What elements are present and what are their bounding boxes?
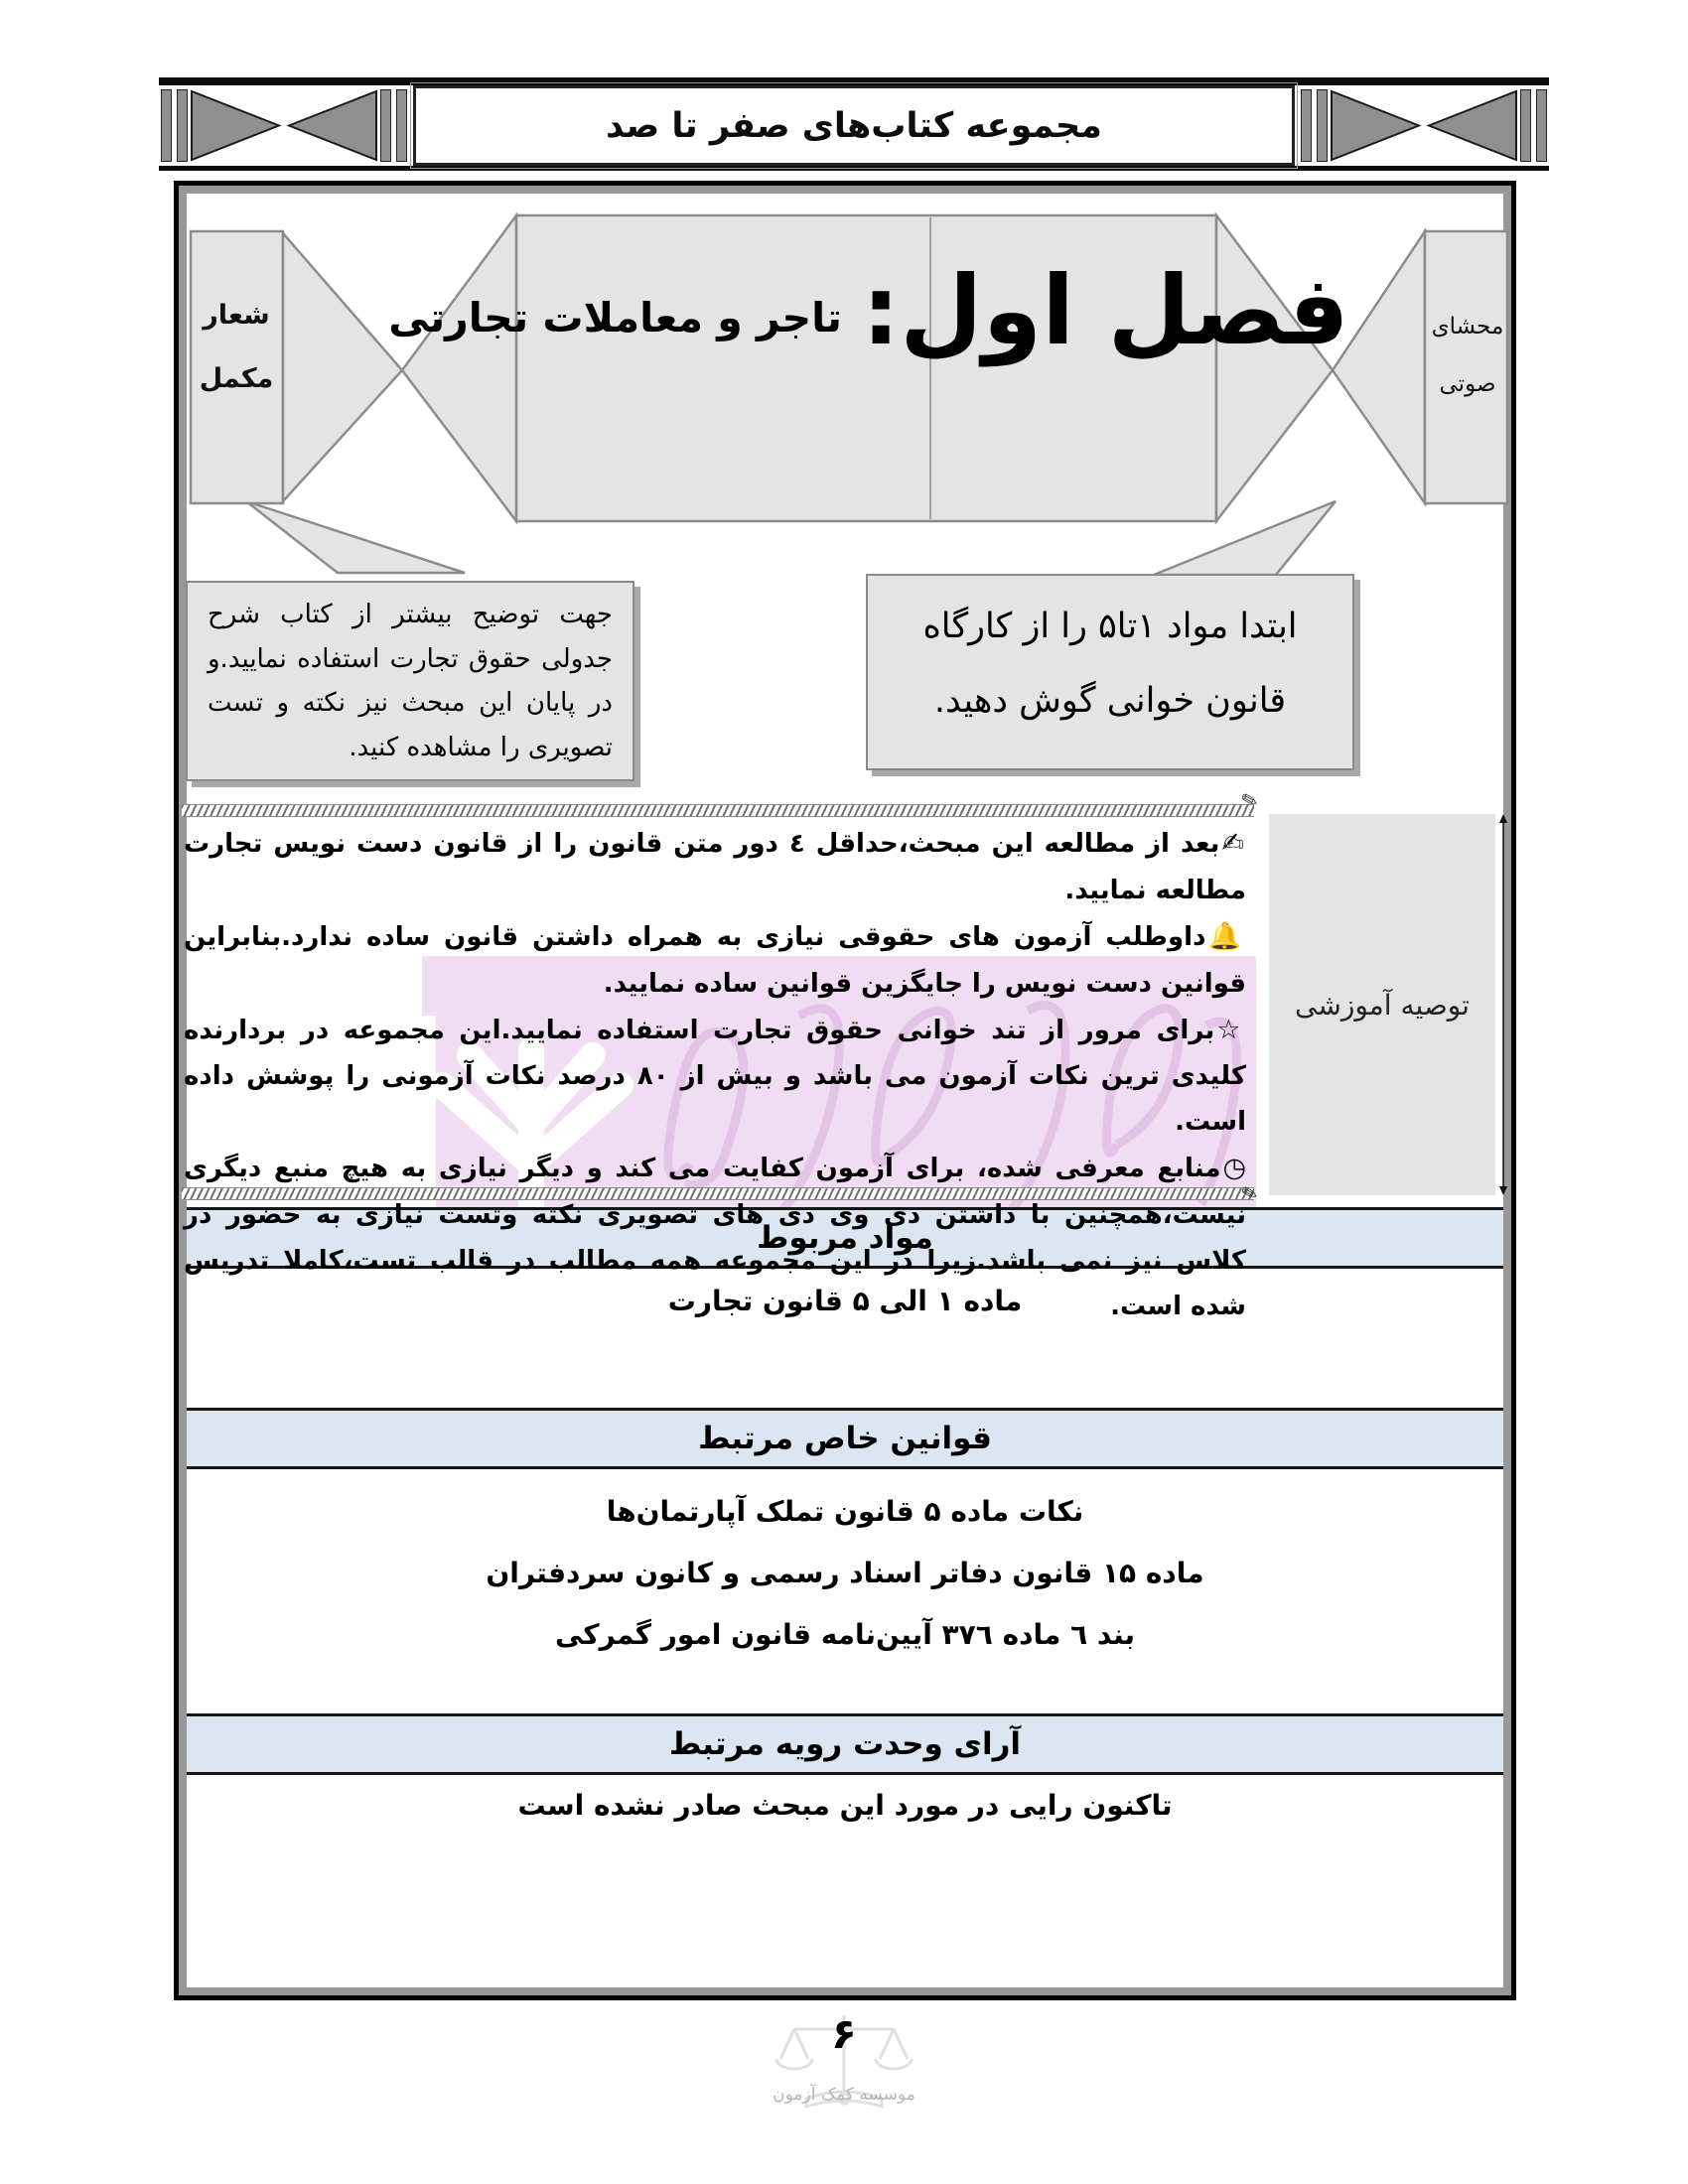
- right-tab-line2: صوتی: [1439, 371, 1496, 397]
- left-tab-line2: مکمل: [199, 363, 274, 394]
- special-law-item: بند ٦ ماده ٣٧٦ آیین‌نامه قانون امور گمرکی: [554, 1618, 1136, 1651]
- advice-item-text: داوطلب آزمون های حقوقی نیازی به همراه داشتن قانون ساده ندارد.بنابراین قوانین دست نویس را جایگزین قوانین ساده نمایید.: [184, 921, 1246, 999]
- special-law-item: نکات ماده ۵ قانون تملک آپارتمان‌ها: [606, 1495, 1084, 1528]
- banner-bowtie-left-icon: [1330, 85, 1518, 166]
- banner-bars-left-outer: [1518, 85, 1549, 166]
- left-tab-label: [189, 284, 284, 411]
- banner-bars-right-inner: [378, 85, 409, 166]
- section-header-unified-rulings: [187, 1713, 1503, 1775]
- section-header-special-laws: [187, 1408, 1503, 1469]
- callout-left: جهت توضیح بیشتر از کتاب شرح جدولی حقوق تجارت استفاده نمایید.و در پایان این مبحث نیز نکته و تست تصویری را مشاهده کنید.: [186, 581, 634, 781]
- banner-bowtie-right-icon: [190, 85, 378, 166]
- special-law-item: ماده ۱۵ قانون دفاتر اسناد رسمی و کانون سردفتران: [486, 1557, 1204, 1589]
- unified-rulings-content: تاکنون رایی در مورد این مبحث صادر نشده است: [517, 1789, 1173, 1822]
- advice-item-text: بعد از مطالعه این مبحث،حداقل ٤ دور متن قانون را از قانون دست نویس تجارت مطالعه نمایید.: [184, 829, 1246, 905]
- advice-item: [184, 913, 1246, 1007]
- chapter-subject: تاجر و معاملات تجارتی: [388, 294, 842, 341]
- pen-mark-top-icon: ✎: [1238, 786, 1261, 814]
- chapter-number: فصل اول:: [861, 255, 1349, 366]
- callout-right: ابتدا مواد ۱تا۵ را از کارگاه قانون خوانی گوش دهید.: [866, 574, 1354, 770]
- writing-hand-icon: ✍: [1221, 828, 1247, 859]
- clock-icon: ◷: [1222, 1153, 1246, 1184]
- chapter-title: [388, 241, 1349, 380]
- left-callout-tail: [246, 501, 465, 573]
- left-tab-line1: شعار: [203, 300, 270, 331]
- advice-label: توصیه آموزشی: [1295, 988, 1470, 1022]
- advice-item: [184, 1145, 1246, 1329]
- dimension-line: [1497, 814, 1509, 1195]
- section-header-text: قوانین خاص مرتبط: [698, 1421, 992, 1456]
- pen-mark-bottom-icon: ✎: [1238, 1179, 1261, 1207]
- banner-bars-left-inner: [1299, 85, 1330, 166]
- bell-icon: 🔔: [1207, 920, 1246, 952]
- advice-item-text: برای مرور از تند خوانی حقوق تجارت استفاده نمایید.این مجموعه در بردارنده کلیدی ترین نکات آزمون می باشد و بیش از ۸۰ درصد نکات آزمونی را پوشش داده است.: [184, 1015, 1247, 1138]
- special-laws-content: [187, 1481, 1503, 1666]
- section-header-text: مواد مربوط: [757, 1220, 933, 1256]
- institute-name: موسسه کمک آزمون: [773, 2085, 915, 2105]
- advice-item-text: منابع معرفی شده، برای آزمون کفایت می کند و دیگر نیازی به هیچ منبع دیگری نیست،همچنین با داشتن دی وی دی های تصویری نکته وتست نیازی به حضور در کلاس نیز نمی باشد.زیرا در این مجموعه همه مطالب در قالب تست،کاملا تدریس شده است.: [184, 1154, 1246, 1322]
- advice-item: [184, 820, 1246, 913]
- series-title-box: [413, 85, 1295, 166]
- top-banner: [159, 77, 1549, 171]
- right-tab-label: [1422, 298, 1513, 413]
- advice-border-top: [182, 804, 1254, 817]
- advice-label-box: [1269, 814, 1495, 1195]
- advice-list: [184, 820, 1246, 1329]
- banner-bars-right-outer: [159, 85, 190, 166]
- page-number: ۶: [831, 2009, 857, 2058]
- section-header-text: آرای وحدت رویه مرتبط: [668, 1726, 1022, 1762]
- advice-item: [184, 1007, 1246, 1146]
- series-title: مجموعه کتاب‌های صفر تا صد: [606, 105, 1102, 146]
- star-icon: ☆: [1216, 1014, 1246, 1045]
- right-tab-line1: محشای: [1431, 314, 1504, 340]
- related-articles-content: ماده ۱ الی ۵ قانون تجارت: [667, 1285, 1023, 1317]
